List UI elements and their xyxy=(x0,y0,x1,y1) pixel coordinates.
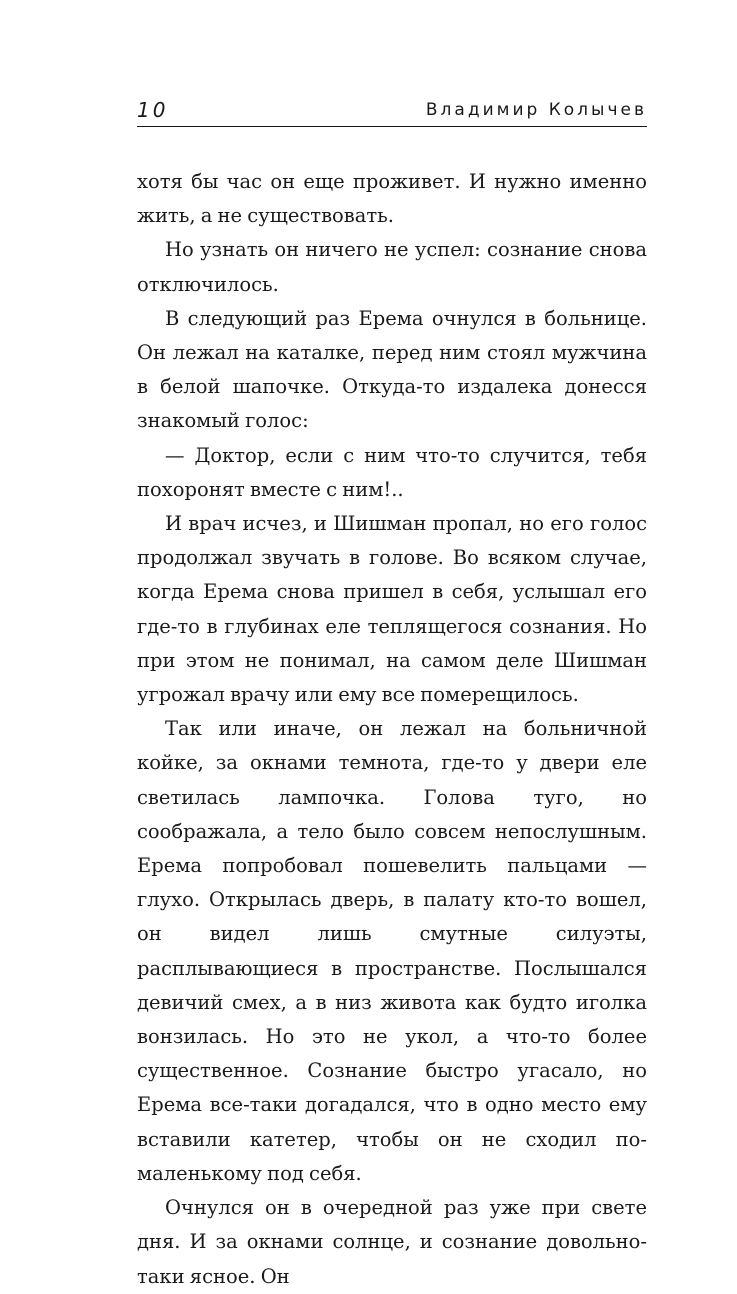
paragraph: Но узнать он ничего не успел: сознание снова отключилось. xyxy=(137,238,647,296)
body-text xyxy=(137,165,647,1294)
paragraph: Очнулся он в очередной раз уже при свете дня. И за окнами солнце, и сознание довольно-таки ясное. Он xyxy=(137,1196,647,1288)
paragraph: В следующий раз Ерема очнулся в больнице. Он лежал на каталке, перед ним стоял мужчина в белой шапочке. Откуда-то издалека донесся знакомый голос: xyxy=(137,306,647,433)
page-header xyxy=(137,96,647,127)
page-number: 10 xyxy=(137,98,169,122)
paragraph: И врач исчез, и Шишман пропал, но его голос продолжал звучать в голове. Во всяком случае, когда Ерема снова пришел в себя, услышал его где-то в глубинах еле теплящегося сознания. Но при этом не понимал, на самом деле Шишман угрожал врачу или ему все померещилось. xyxy=(137,512,647,707)
paragraph: хотя бы час он еще проживет. И нужно именно жить, а не существовать. xyxy=(137,170,647,228)
paragraph: — Доктор, если с ним что-то случится, тебя похоронят вместе с ним!.. xyxy=(137,443,647,501)
running-head-author: Владимир Колычев xyxy=(425,100,647,120)
paragraph: Так или иначе, он лежал на больничной койке, за окнами темнота, где-то у двери еле светилась лампочка. Голова туго, но соображала, а тело было совсем непослушным. Ерема попробовал пошевелить пальцами — глухо. Открылась дверь, в палату кто-то вошел, он видел лишь смутные силуэты, расплывающиеся в пространстве. Послышался девичий смех, а в низ живота как будто иголка вонзилась. Но это не укол, а что-то более существенное. Сознание быстро угасало, но Ерема все-таки догадался, что в одно место ему вставили катетер, чтобы он не сходил по-маленькому под себя. xyxy=(137,717,647,1185)
